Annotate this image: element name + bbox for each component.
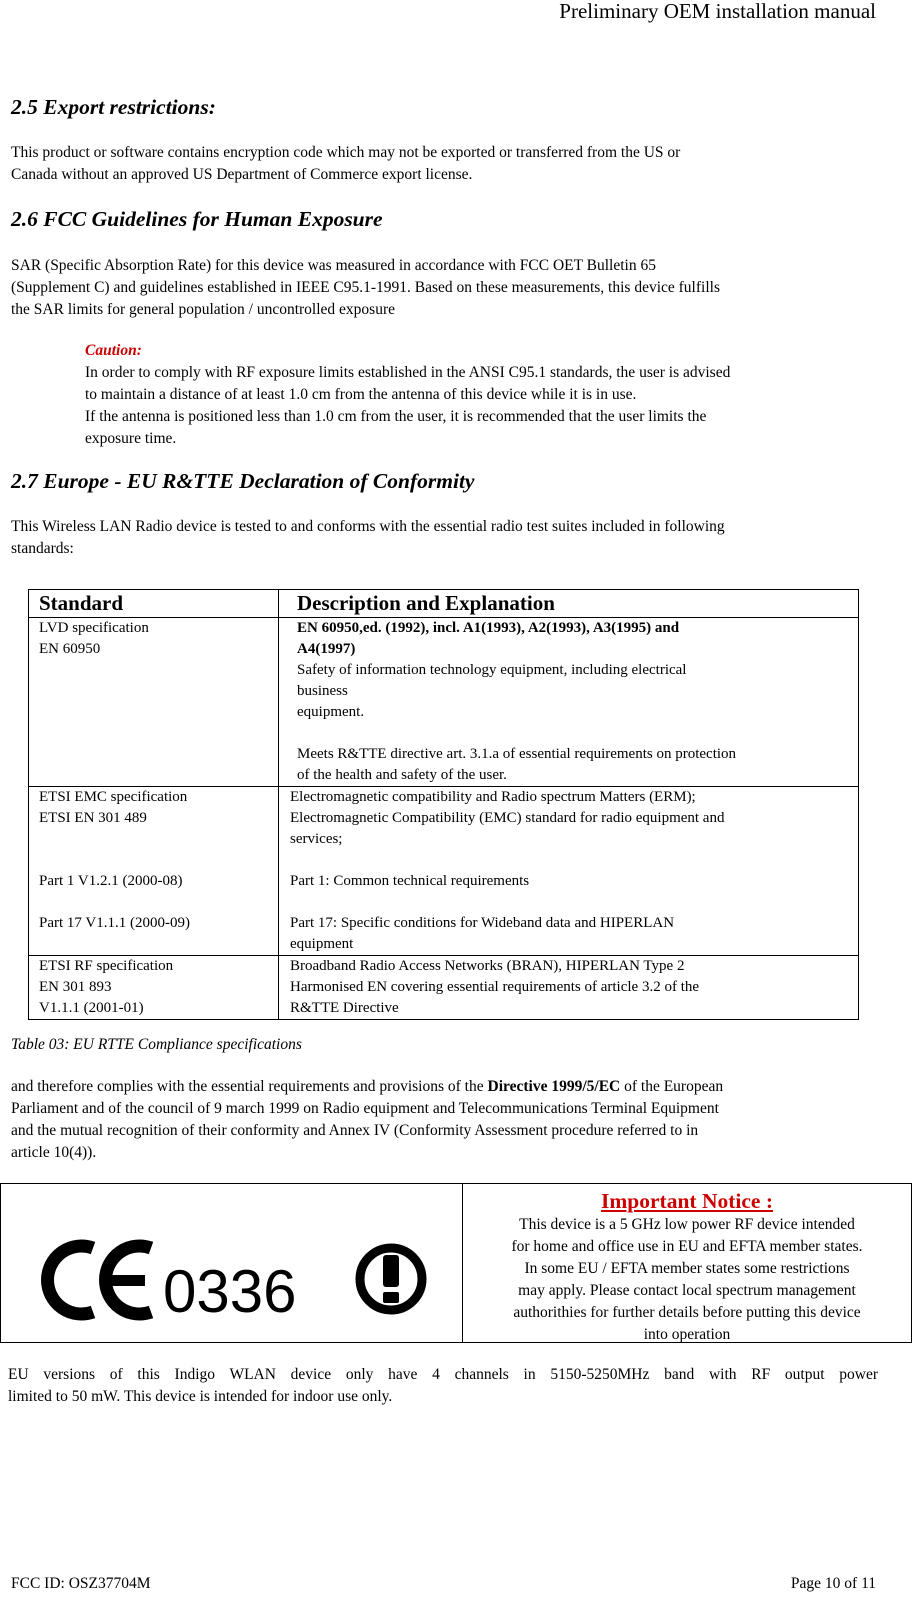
cell-line: Safety of information technology equipment, including electrical [297, 662, 687, 678]
cell-line: Harmonised EN covering essential requirements of article 3.2 of the [290, 979, 700, 995]
cell-spacer [290, 892, 854, 913]
text-line: article 10(4)). [11, 1144, 97, 1161]
table-row [29, 956, 859, 1020]
important-notice-box [0, 1183, 912, 1343]
cell-line: V1.1.1 (2001-01) [39, 1000, 144, 1016]
cell-line: EN 301 893 [39, 979, 112, 995]
alert-exclamation-bar [383, 1255, 399, 1287]
table-cell-description [279, 956, 859, 1020]
table-header-row [29, 590, 859, 618]
table-row [29, 787, 859, 956]
cell-line: Electromagnetic compatibility and Radio spectrum Matters (ERM); [290, 789, 696, 805]
heading-europe: 2.7 Europe - EU R&TTE Declaration of Conformity [11, 469, 475, 493]
footer-fcc-id: FCC ID: OSZ37704M [11, 1575, 151, 1592]
table-cell-standard [29, 618, 279, 787]
directive-reference: Directive 1999/5/EC [487, 1078, 621, 1095]
cell-spacer [297, 723, 854, 744]
notice-line: In some EU / EFTA member states some restrictions [524, 1260, 850, 1277]
text-line [11, 1076, 723, 1098]
text-line: In order to comply with RF exposure limits established in the ANSI C95.1 standards, the user is advised [85, 364, 731, 381]
table-row [29, 618, 859, 787]
text-line: to maintain a distance of at least 1.0 cm from the antenna of this device while it is in use. [85, 386, 637, 403]
text-run: and therefore complies with the essential requirements and provisions of the [11, 1078, 488, 1095]
cell-line: Part 17: Specific conditions for Wideband data and HIPERLAN [290, 915, 675, 931]
cell-line: services; [290, 831, 343, 847]
notice-title: Important Notice : [601, 1189, 773, 1213]
notice-line: authorithies for further details before putting this device [513, 1304, 861, 1321]
text-line: SAR (Specific Absorption Rate) for this device was measured in accordance with FCC OET Bulletin 65 [11, 257, 656, 274]
text-line: This product or software contains encryption code which may not be exported or transferred from the US or [11, 144, 681, 161]
cell-line: A4(1997) [297, 641, 356, 657]
cell-line: equipment [290, 936, 354, 952]
ce-c-letter [48, 1246, 93, 1314]
heading-fcc: 2.6 FCC Guidelines for Human Exposure [11, 207, 383, 231]
ce-e-bar [103, 1275, 145, 1286]
cell-line: EN 60950 [39, 641, 101, 657]
cell-line: Part 17 V1.1.1 (2000-09) [39, 915, 190, 931]
ce-0336-alert-mark-icon [11, 1184, 451, 1342]
table-caption: Table 03: EU RTTE Compliance specifications [11, 1036, 302, 1053]
text-line: If the antenna is positioned less than 1.0 cm from the user, it is recommended that the user limits the [85, 408, 707, 425]
notice-line: for home and office use in EU and EFTA member states. [511, 1238, 863, 1255]
notice-text [463, 1188, 911, 1346]
column-header-description: Description and Explanation [279, 590, 859, 618]
cell-line: Meets R&TTE directive art. 3.1.a of essential requirements on protection [297, 746, 737, 762]
paragraph-europe [11, 516, 725, 560]
table-cell-standard [29, 956, 279, 1020]
cell-line: R&TTE Directive [290, 1000, 399, 1016]
cell-line: Broadband Radio Access Networks (BRAN), HIPERLAN Type 2 [290, 958, 685, 974]
text-line: standards: [11, 540, 74, 557]
notice-line: This device is a 5 GHz low power RF device intended [519, 1216, 855, 1233]
cell-line: ETSI RF specification [39, 958, 174, 974]
text-line: EU versions of this Indigo WLAN device only have 4 channels in 5150-5250MHz band with RF output power [8, 1366, 878, 1383]
text-line: (Supplement C) and guidelines established in IEEE C95.1-1991. Based on these measurements, this device fulfills [11, 279, 720, 296]
running-header: Preliminary OEM installation manual [559, 0, 876, 23]
cell-line: ETSI EN 301 489 [39, 810, 147, 826]
cell-spacer [39, 829, 278, 871]
cell-spacer [290, 850, 854, 871]
table-cell-description [279, 618, 859, 787]
column-header-standard: Standard [29, 590, 279, 618]
notice-line: may apply. Please contact local spectrum management [518, 1282, 856, 1299]
paragraph-fcc [11, 255, 720, 321]
paragraph-eu-versions [8, 1364, 878, 1408]
paragraph-compliance [11, 1076, 723, 1164]
notified-body-number: 0336 [163, 1258, 297, 1325]
text-line: exposure time. [85, 430, 177, 447]
paragraph-export [11, 142, 680, 186]
cell-line: Part 1: Common technical requirements [290, 873, 530, 889]
cell-line: of the health and safety of the user. [297, 767, 507, 783]
heading-export: 2.5 Export restrictions: [11, 95, 216, 119]
cell-line: LVD specification [39, 620, 149, 636]
cell-line: Electromagnetic Compatibility (EMC) standard for radio equipment and [290, 810, 725, 826]
caution-label: Caution: [85, 342, 142, 359]
cell-line: ETSI EMC specification [39, 789, 188, 805]
cell-line: business [297, 683, 348, 699]
text-line: limited to 50 mW. This device is intended for indoor use only. [8, 1388, 393, 1405]
text-line: Parliament and of the council of 9 march 1999 on Radio equipment and Telecommunications Terminal Equipment [11, 1100, 719, 1117]
text-line: and the mutual recognition of their conformity and Annex IV (Conformity Assessment procedure referred to in [11, 1122, 699, 1139]
footer-page-number: Page 10 of 11 [790, 1575, 876, 1592]
cell-line: equipment. [297, 704, 365, 720]
text-line: the SAR limits for general population / uncontrolled exposure [11, 301, 395, 318]
ce-mark-logo [11, 1184, 451, 1342]
text-run: of the European [620, 1078, 724, 1095]
standards-table [28, 589, 859, 1020]
text-line: Canada without an approved US Department of Commerce export license. [11, 166, 473, 183]
table-cell-description [279, 787, 859, 956]
caution-block [85, 340, 730, 450]
cell-line: Part 1 V1.2.1 (2000-08) [39, 873, 183, 889]
notice-line: into operation [643, 1326, 731, 1343]
alert-exclamation-dot [383, 1292, 399, 1303]
cell-line: EN 60950,ed. (1992), incl. A1(1993), A2(1993), A3(1995) and [297, 620, 680, 636]
table-cell-standard [29, 787, 279, 956]
text-line: This Wireless LAN Radio device is tested to and conforms with the essential radio test suites included in following [11, 518, 725, 535]
cell-spacer [39, 892, 278, 913]
